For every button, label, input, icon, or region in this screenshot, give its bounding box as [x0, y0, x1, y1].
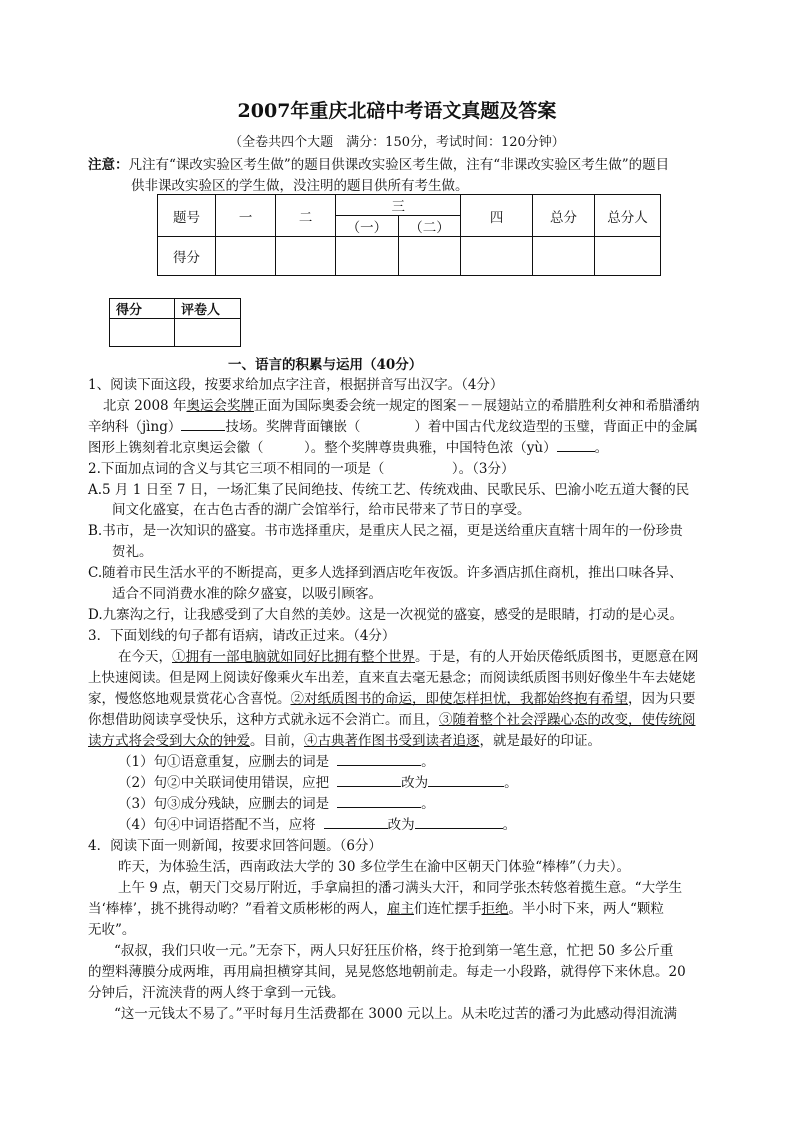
- col-header-2: 二: [276, 195, 336, 237]
- q4-text: 。半小时下来，两人“颗粒: [508, 901, 664, 917]
- score-table: [157, 194, 661, 276]
- q3-sentence-3: ③随着整个社会浮躁心态的改变，使传统阅: [439, 712, 696, 728]
- document-title: 2007年重庆北碚中考语文真题及答案: [237, 100, 557, 122]
- q3-sub-3: [118, 792, 435, 812]
- q1-text: 。: [594, 440, 609, 456]
- q3-text: 家，慢悠悠地观景赏花心含喜悦。: [88, 691, 291, 707]
- exam-info: （全卷共四个大题 满分：150分，考试时间：120分钟）: [229, 135, 565, 150]
- q3-passage-line-2: 上快速阅读。但是网上阅读好像乘火车出差，直来直去毫无悬念；而阅读纸质图书则好像坐牛车去姥姥: [88, 670, 696, 686]
- score-cell-total[interactable]: [533, 237, 595, 276]
- col-header-3a: （一）: [336, 216, 399, 237]
- q1-line-1: [103, 394, 699, 414]
- q2-option-d-line-1: D.九寨沟之行，让我感受到了大自然的美妙。这是一次视觉的盛宴，感受的是眼睛，打动的是心灵。: [88, 607, 684, 623]
- q3-sub-1-blank[interactable]: [337, 752, 421, 766]
- q3-sentence-1: ①拥有一部电脑就如同好比拥有整个世界: [172, 649, 415, 665]
- col-header-total: 总分: [533, 195, 595, 237]
- col-header-3: 三: [336, 195, 461, 216]
- q3-sub-2: [118, 771, 518, 791]
- grader-name-cell[interactable]: [175, 319, 241, 347]
- q2-option-c-line-2: 适合不同消费水准的除夕盛宴，以吸引顾客。: [112, 586, 382, 602]
- q3-text: ，因为只要: [628, 691, 696, 707]
- q4-news-line-2: 上午 9 点，朝天门交易厅附近，手拿扁担的潘刁满头大汗，和同学张杰转悠着揽生意。“大学生: [118, 880, 683, 896]
- q4-underlined-word-2: 拒绝: [481, 901, 509, 917]
- q1-stem: 1、阅读下面这段，按要求给加点字注音，根据拼音写出汉字。（4分）: [88, 377, 504, 393]
- q2-option-c-line-1: C.随着市民生活水平的不断提高，更多人选择到酒店吃年夜饭。许多酒店抓住商机，推出口味各异、: [88, 565, 683, 581]
- q3-sub-text: （1）句①语意重复，应删去的词是: [118, 754, 330, 770]
- q3-sub-4-blank-1[interactable]: [324, 815, 388, 829]
- q3-sub-text: （3）句③成分残缺，应删去的词是: [118, 796, 330, 812]
- q3-sub-text: 改为: [401, 775, 429, 791]
- q3-sub-2-blank-2[interactable]: [428, 773, 504, 787]
- q3-sub-4-blank-2[interactable]: [415, 815, 503, 829]
- q3-passage-line-3: [88, 687, 696, 707]
- q3-sub-text: 。: [421, 754, 435, 770]
- q3-sub-text: （2）句②中关联词使用错误，应把: [118, 775, 330, 791]
- score-cell-total-person[interactable]: [595, 237, 661, 276]
- q3-text: 。目前，: [250, 733, 304, 749]
- q3-text: 你想借助阅读享受快乐，这种方式就永远不会消亡。而且，: [88, 712, 439, 728]
- grader-score-label: 得分: [110, 299, 175, 319]
- q3-sentence-3-cont: 读方式将会受到大众的钟爱: [88, 733, 250, 749]
- q1-text: 辛纳科（jìng）: [88, 419, 182, 435]
- q3-passage-line-4: [88, 708, 696, 728]
- grader-score-cell[interactable]: [110, 319, 175, 347]
- q3-sub-1: [118, 750, 435, 770]
- q1-text: 正面为国际奥委会统一规定的图案－－展翅站立的希腊胜利女神和希腊潘纳: [253, 398, 700, 414]
- col-header-4: 四: [461, 195, 533, 237]
- col-header-total-person: 总分人: [595, 195, 661, 237]
- note-label: 注意：: [88, 157, 129, 173]
- section-1-heading: 一、语言的积累与运用（40分）: [228, 357, 423, 373]
- q3-text: ，就是最好的印证。: [479, 733, 601, 749]
- q4-news-line-3: [88, 897, 664, 917]
- grader-table: [109, 298, 241, 347]
- q4-news-line-1: 昨天，为体验生活，西南政法大学的 30 多位学生在渝中区朝天门体验“棒棒”（力夫）。: [118, 859, 631, 875]
- q3-stem: 3．下面划线的句子都有语病，请改正过来。（4分）: [88, 628, 396, 644]
- q4-news-line-5: “叔叔，我们只收一元。”无奈下，两人只好狂压价格，终于抢到第一笔生意，忙把 50 多公斤重: [114, 943, 674, 959]
- note-line-1: [88, 153, 669, 173]
- q1-text: 图形上镌刻着北京奥运会徽（ ）。整个奖牌尊贵典雅，中国特色浓（yù）: [88, 440, 557, 456]
- q2-option-b-line-1: B.书市，是一次知识的盛宴。书市选择重庆，是重庆人民之福，更是送给重庆直辖十周年的一份珍贵: [88, 523, 683, 539]
- grader-name-label: 评卷人: [175, 299, 241, 319]
- q2-option-a-line-2: 间文化盛宴，在古色古香的湖广会馆举行，给市民带来了节日的享受。: [112, 502, 531, 518]
- q1-text: 北京 2008 年: [103, 398, 187, 414]
- score-cell-3a[interactable]: [336, 237, 399, 276]
- q3-passage-line-5: [88, 729, 601, 749]
- row-header-score: 得分: [158, 237, 216, 276]
- q1-line-3: [88, 436, 608, 456]
- score-cell-2[interactable]: [276, 237, 336, 276]
- q4-news-line-7: 分钟后，汗流浃背的两人终于拿到一元钱。: [88, 985, 345, 1001]
- q3-text: 。于是，有的人开始厌倦纸质图书，更愿意在网: [415, 649, 699, 665]
- q3-sub-3-blank[interactable]: [337, 794, 421, 808]
- q4-text: 当‘棒棒’，挑不挑得动哟？”看着文质彬彬的两人，: [88, 901, 387, 917]
- col-header-1: 一: [216, 195, 276, 237]
- q3-sub-text: 改为: [387, 817, 415, 833]
- q3-sub-text: 。: [502, 817, 517, 833]
- q4-text: 们连忙摆手: [413, 901, 482, 917]
- col-header-3b: （二）: [398, 216, 461, 237]
- q3-sub-text: 。: [421, 796, 435, 812]
- q1-text: 技场。奖牌背面镶嵌（ ）着中国古代龙纹造型的玉璧，背面正中的金属: [225, 419, 698, 435]
- score-cell-1[interactable]: [216, 237, 276, 276]
- q4-news-line-4: 无收”。: [88, 922, 136, 938]
- score-cell-4[interactable]: [461, 237, 533, 276]
- q2-option-a-line-1: A.5 月 1 日至 7 日，一场汇集了民间绝技、传统工艺、传统戏曲、民歌民乐、巴渝小吃五道大餐的民: [88, 482, 690, 498]
- note-text-1: 凡注有“课改实验区考生做”的题目供课改实验区考生做，注有“非课改实验区考生做”的题目: [128, 157, 670, 173]
- note-line-2: 供非课改实验区的学生做，没注明的题目供所有考生做。: [131, 178, 469, 194]
- q1-answer-blank-1[interactable]: [181, 417, 225, 431]
- q1-answer-blank-2[interactable]: [557, 438, 595, 452]
- q1-line-2: [88, 415, 698, 435]
- q3-sentence-4: ④古典著作图书受到读者追逐: [304, 733, 480, 749]
- q3-text: 在今天，: [118, 649, 172, 665]
- q1-underlined-word: 奥运会奖牌: [186, 398, 254, 414]
- q4-news-line-8: “这一元钱太不易了。”平时每月生活费都在 3000 元以上。从未吃过苦的潘刁为此感动得泪流满: [114, 1006, 677, 1022]
- q4-stem: 4．阅读下面一则新闻，按要求回答问题。（6分）: [88, 838, 382, 854]
- q2-stem: 2.下面加点词的含义与其它三项不相同的一项是（ ）。（3分）: [88, 461, 515, 477]
- q4-news-line-6: 的塑料薄膜分成两堆，再用扁担横穿其间，晃晃悠悠地朝前走。每走一小段路，就得停下来休息。20: [88, 964, 686, 980]
- q3-sub-text: （4）句④中词语搭配不当，应将: [118, 817, 316, 833]
- q3-sub-4: [118, 813, 516, 833]
- q3-sub-text: 。: [504, 775, 518, 791]
- q3-passage-line-1: [118, 645, 699, 665]
- col-header-tihao: 题号: [158, 195, 216, 237]
- q2-option-b-line-2: 贺礼。: [112, 544, 153, 560]
- q3-sub-2-blank-1[interactable]: [337, 773, 401, 787]
- q4-underlined-word-1: 雇主: [386, 901, 414, 917]
- score-cell-3b[interactable]: [398, 237, 461, 276]
- q3-sentence-2: ②对纸质图书的命运，即使怎样担忧，我都始终抱有希望: [290, 691, 628, 707]
